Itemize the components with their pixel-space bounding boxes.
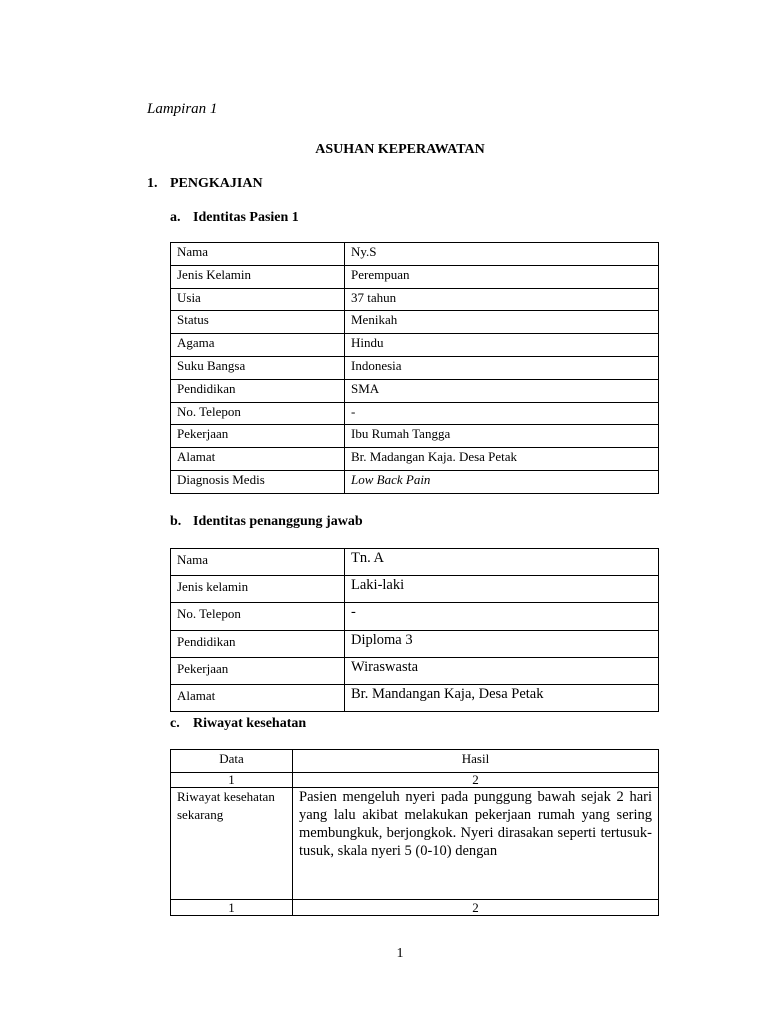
column-number-row <box>171 773 659 788</box>
table-value: Tn. A <box>345 549 659 576</box>
table-row <box>171 470 659 493</box>
section-label: PENGKAJIAN <box>170 176 263 191</box>
table-key: No. Telepon <box>171 603 345 630</box>
column-number: 1 <box>171 773 293 788</box>
table-value: Laki-laki <box>345 576 659 603</box>
table-value: Low Back Pain <box>345 470 659 493</box>
table-key: Nama <box>171 243 345 266</box>
health-history-table <box>170 749 659 916</box>
table-row <box>171 630 659 657</box>
column-header-data: Data <box>171 750 293 773</box>
document-title: ASUHAN KEPERAWATAN <box>315 142 485 157</box>
row-text-hasil: Pasien mengeluh nyeri pada punggung bawah sejak 2 hari yang lalu akibat melakukan pekerjaan rumah yang sering membungkuk, berjongkok. Nyeri dirasakan seperti tertusuk-tusuk, skala nyeri 5 (0-10) dengan <box>293 788 659 900</box>
subsection-heading-riwayat-kesehatan <box>170 716 306 732</box>
table-value: Ny.S <box>345 243 659 266</box>
table-row <box>171 311 659 334</box>
table-key: Alamat <box>171 684 345 711</box>
row-label-riwayat: Riwayat kesehatan sekarang <box>171 788 293 900</box>
table-key: Pendidikan <box>171 379 345 402</box>
subsection-heading-identitas-pasien <box>170 210 299 226</box>
subsection-letter: a. <box>170 210 181 225</box>
table-value: Ibu Rumah Tangga <box>345 425 659 448</box>
table-value: - <box>345 603 659 630</box>
table-value: Indonesia <box>345 356 659 379</box>
table-row <box>171 402 659 425</box>
table-key: Alamat <box>171 448 345 471</box>
table-row <box>171 379 659 402</box>
table-key: Jenis kelamin <box>171 576 345 603</box>
table-row <box>171 243 659 266</box>
table-row <box>171 788 659 900</box>
column-header-hasil: Hasil <box>293 750 659 773</box>
column-number-row <box>171 900 659 916</box>
table-key: No. Telepon <box>171 402 345 425</box>
column-number: 1 <box>171 900 293 916</box>
page-number: 1 <box>396 946 404 961</box>
table-key: Nama <box>171 549 345 576</box>
column-number: 2 <box>293 900 659 916</box>
table-value: SMA <box>345 379 659 402</box>
table-row <box>171 603 659 630</box>
table-key: Pekerjaan <box>171 425 345 448</box>
table-row <box>171 334 659 357</box>
table-row <box>171 356 659 379</box>
column-number: 2 <box>293 773 659 788</box>
table-value: Hindu <box>345 334 659 357</box>
table-value: Perempuan <box>345 265 659 288</box>
subsection-label: Identitas penanggung jawab <box>193 514 363 529</box>
table-key: Pendidikan <box>171 630 345 657</box>
subsection-label: Identitas Pasien 1 <box>193 210 299 225</box>
subsection-letter: c. <box>170 716 180 731</box>
table-value: 37 tahun <box>345 288 659 311</box>
table-key: Jenis Kelamin <box>171 265 345 288</box>
table-row <box>171 265 659 288</box>
table-row <box>171 448 659 471</box>
table-value: Wiraswasta <box>345 657 659 684</box>
table-header-row <box>171 750 659 773</box>
table-row <box>171 684 659 711</box>
table-row <box>171 425 659 448</box>
table-value: Diploma 3 <box>345 630 659 657</box>
table-key: Suku Bangsa <box>171 356 345 379</box>
table-value: Br. Madangan Kaja. Desa Petak <box>345 448 659 471</box>
section-number: 1. <box>147 176 158 191</box>
table-row <box>171 657 659 684</box>
table-key: Usia <box>171 288 345 311</box>
table-key: Status <box>171 311 345 334</box>
table-key: Agama <box>171 334 345 357</box>
section-heading-pengkajian <box>147 176 263 192</box>
guardian-identity-table <box>170 548 659 712</box>
table-row <box>171 549 659 576</box>
subsection-label: Riwayat kesehatan <box>193 716 307 731</box>
table-value: Br. Mandangan Kaja, Desa Petak <box>345 684 659 711</box>
table-row <box>171 576 659 603</box>
patient-identity-table <box>170 242 659 494</box>
table-value: - <box>345 402 659 425</box>
lampiran-label: Lampiran 1 <box>147 101 218 117</box>
table-key: Pekerjaan <box>171 657 345 684</box>
subsection-heading-penanggung-jawab <box>170 514 363 530</box>
table-value: Menikah <box>345 311 659 334</box>
table-key: Diagnosis Medis <box>171 470 345 493</box>
table-row <box>171 288 659 311</box>
subsection-letter: b. <box>170 514 182 529</box>
